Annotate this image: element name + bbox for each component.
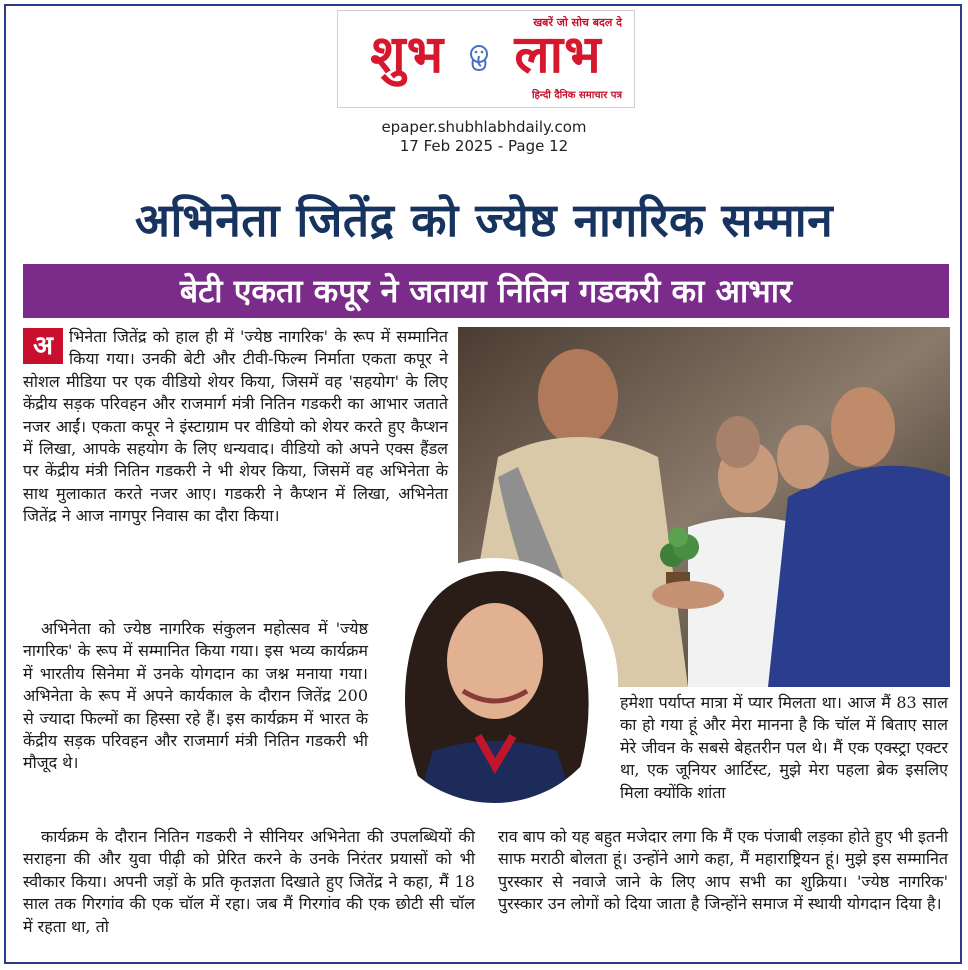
portrait-illustration	[373, 561, 615, 803]
edition-date-page: 17 Feb 2025 - Page 12	[399, 137, 569, 155]
paragraph-2-text: अभिनेता को ज्येष्ठ नागरिक संकुलन महोत्सव में 'ज्येष्ठ नागरिक' के रूप में सम्मानित किया गया। इस भव्य कार्यक्रम में भारतीय सिनेमा में उनके योगदान का जश्न मनाया गया। अभिनेता के रूप में अपने कार्यकाल के दौरान जितेंद्र 200 से ज्यादा फिल्मों का हिस्सा रहे हैं। इस कार्यक्रम में भारत के केंद्रीय सड़क परिवहन और राजमार्ग मंत्री नितिन गडकरी भी मौजूद थे।	[23, 619, 368, 773]
masthead-title	[346, 23, 626, 87]
masthead-name-right: लाभ	[514, 25, 602, 85]
masthead-subtitle: हिन्दी दैनिक समाचार पत्र	[531, 90, 622, 101]
paragraph-4-text: हमेशा पर्याप्त मात्रा में प्यार मिलता था। आज मैं 83 साल का हो गया हूं और मेरा मानना है कि चॉल में बिताए साल मेरे जीवन के सबसे बेहतरीन पल थे। मैं एक एक्स्ट्रा एक्टर था, एक जूनियर आर्टिस्ट, मुझे मेरा पहला ब्रेक इसलिए मिला क्योंकि शांता	[620, 693, 948, 802]
article-headline: अभिनेता जितेंद्र को ज्येष्ठ नागरिक सम्मान	[134, 193, 834, 247]
paragraph-3-text: कार्यक्रम के दौरान नितिन गडकरी ने सीनियर अभिनेता की उपलब्धियों की सराहना की और युवा पीढ़ी को प्रेरित करने के उनके निरंतर प्रयासों को भी स्वीकार किया। अपनी जड़ों के प्रति कृतज्ञता दिखाते हुए जितेंद्र ने कहा, मैं 18 साल तक गिरगांव की एक चॉल में रहा। जब मैं गिरगांव की एक छोटी सी चॉल में रहता था, तो	[23, 827, 475, 936]
article-paragraph-1	[23, 326, 448, 528]
paragraph-5-text: राव बाप को यह बहुत मजेदार लगा कि मैं एक पंजाबी लड़का होते हुए भी इतनी साफ मराठी बोलता हूं। उन्होंने आगे कहा, मैं महाराष्ट्रियन हूं। मुझे इस सम्मानित पुरस्कार से नवाजे जाने के लिए आप सभी का शुक्रिया। 'ज्येष्ठ नागरिक' पुरस्कार उन लोगों को दिया जाता है जिन्होंने समाज में स्थायी योगदान दिया है।	[498, 827, 948, 914]
epaper-url: epaper.shubhlabhdaily.com	[381, 118, 587, 136]
article-paragraph-4	[620, 692, 948, 804]
drop-cap: अ	[23, 328, 63, 364]
ekta-kapoor-portrait	[370, 558, 618, 806]
article-paragraph-5	[498, 826, 948, 916]
masthead-tagline: खबरें जो सोच बदल दे	[533, 16, 622, 29]
masthead-logo	[337, 10, 635, 108]
article-paragraph-2	[23, 618, 368, 775]
article-subheadline: बेटी एकता कपूर ने जताया नितिन गडकरी का आभार	[23, 264, 949, 318]
paragraph-1-text: भिनेता जितेंद्र को हाल ही में 'ज्येष्ठ नागरिक' के रूप में सम्मानित किया गया। उनकी बेटी और टीवी-फिल्म निर्माता एकता कपूर ने सोशल मीडिया पर एक वीडियो शेयर किया, जिसमें वह 'सहयोग' के लिए केंद्रीय सड़क परिवहन और राजमार्ग मंत्री नितिन गडकरी का आभार जताते नजर आईं। एकता कपूर ने इंस्टाग्राम पर वीडियो को शेयर करते हुए कैप्शन में लिखा, आपके सहयोग के लिए धन्यवाद। वीडियो को अपने एक्स हैंडल पर केंद्रीय मंत्री नितिन गडकरी ने भी शेयर किया, जिसमें वह अभिनेता के साथ मुलाकात करते नजर आए। गडकरी ने कैप्शन में लिखा, अभिनेता जितेंद्र ने आज नागपुर निवास का दौरा किया।	[23, 327, 448, 526]
masthead-name-left: शुभ	[370, 25, 445, 85]
article-paragraph-3	[23, 826, 475, 938]
ganesha-icon	[463, 42, 495, 74]
